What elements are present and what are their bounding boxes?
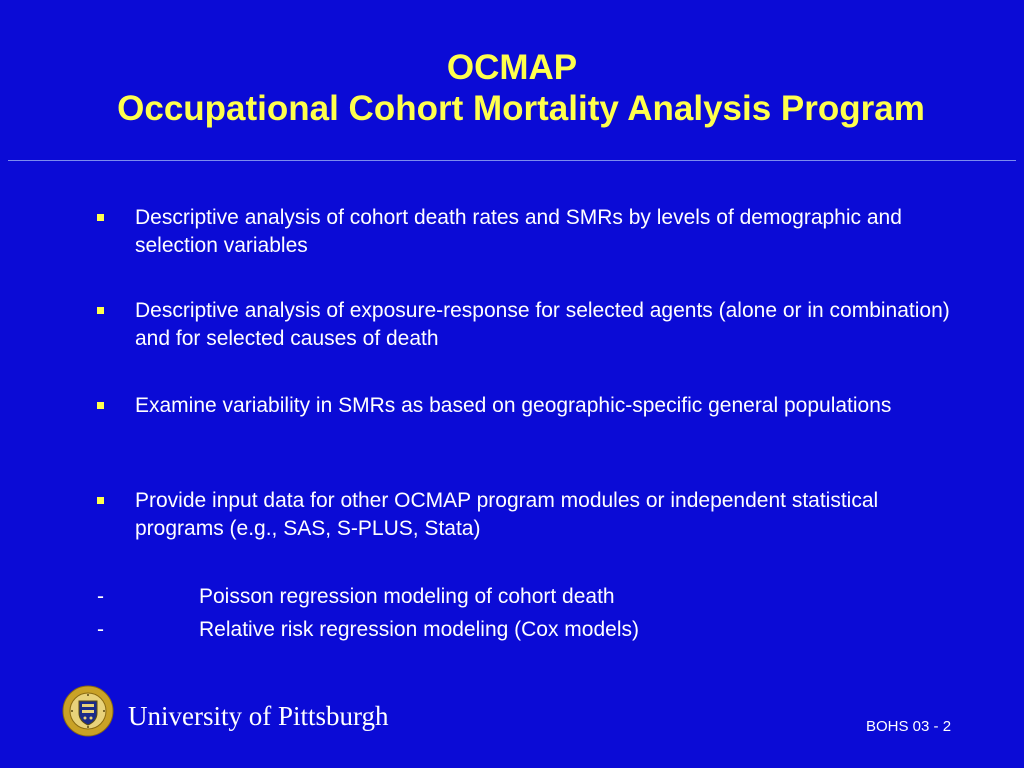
dash-text: Relative risk regression modeling (Cox models)	[199, 618, 639, 641]
university-seal-icon	[62, 685, 114, 737]
bullet-text: Descriptive analysis of cohort death rates and SMRs by levels of demographic and selection variables	[135, 206, 902, 257]
slide-title	[0, 48, 1024, 130]
title-full-name: Occupational Cohort Mortality Analysis Program	[117, 89, 925, 128]
footer-university-name: University of Pittsburgh	[128, 701, 389, 731]
title-acronym: OCMAP	[446, 48, 578, 87]
bullet-item	[97, 297, 957, 353]
square-bullet-icon	[97, 402, 104, 409]
dash-item	[97, 616, 957, 644]
dash-text: Poisson regression modeling of cohort death	[199, 585, 615, 608]
square-bullet-icon	[97, 497, 104, 504]
dash-marker: -	[97, 585, 104, 608]
bullet-text: Provide input data for other OCMAP program modules or independent statistical programs (e.g., SAS, S-PLUS, Stata)	[135, 489, 879, 540]
square-bullet-icon	[97, 214, 104, 221]
bullet-item	[97, 487, 957, 543]
bullet-text: Examine variability in SMRs as based on geographic-specific general populations	[135, 394, 892, 417]
footer-page-label: BOHS 03 - 2	[866, 718, 952, 735]
bullet-item	[97, 204, 957, 260]
dash-item	[97, 583, 957, 611]
bullet-text: Descriptive analysis of exposure-response for selected agents (alone or in combination) and for selected causes of death	[135, 299, 950, 350]
square-bullet-icon	[97, 307, 104, 314]
bullet-item	[97, 392, 957, 420]
title-divider	[8, 160, 1016, 161]
dash-marker: -	[97, 618, 104, 641]
